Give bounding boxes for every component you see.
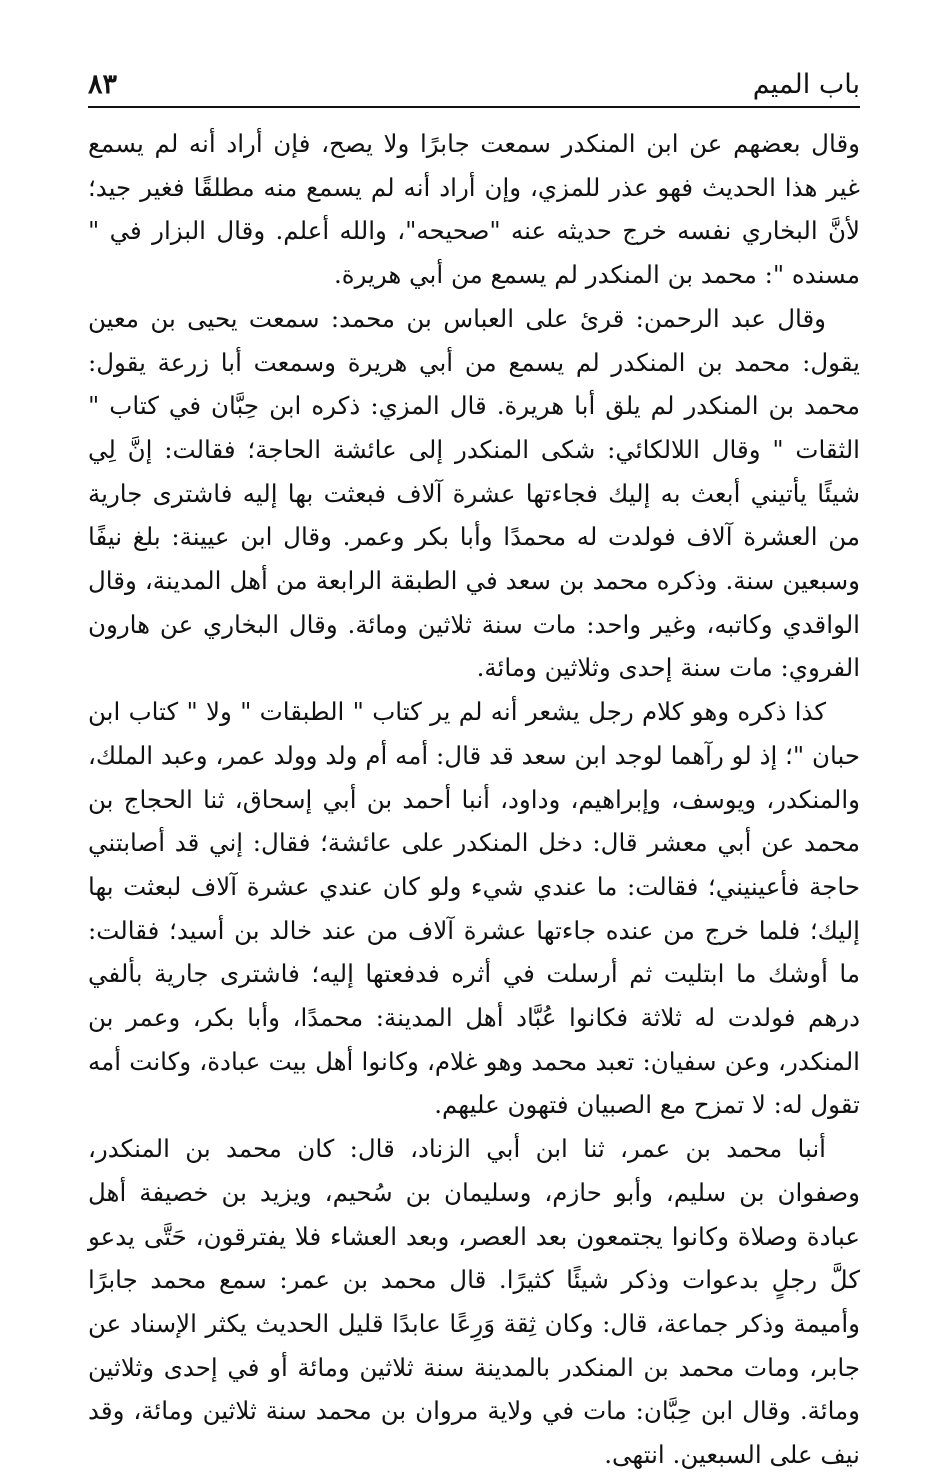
- paragraph-4: أنبا محمد بن عمر، ثنا ابن أبي الزناد، قال: كان محمد بن المنكدر، وصفوان بن سليم، وأبو حازم، وسليمان بن سُحيم، ويزيد بن خصيفة أهل عبادة وصلاة وكانوا يجتمعون بعد العصر، وبعد العشاء فلا يفترقون، حَتَّى يدعو كلَّ رجلٍ بدعوات وذكر شيئًا كثيرًا. قال محمد بن عمر: سمع محمد جابرًا وأميمة وذكر جماعة، قال: وكان ثِقة وَرِعًا عابدًا قليل الحديث يكثر الإسناد عن جابر، ومات محمد بن المنكدر بالمدينة سنة ثلاثين ومائة أو في إحدى وثلاثين ومائة. وقال ابن حِبَّان: مات في ولاية مروان بن محمد سنة ثلاثين ومائة، وقد نيف على السبعين. انتهى.: [88, 1134, 860, 1470]
- running-head: باب الميم: [752, 69, 860, 100]
- paragraph-1: وقال بعضهم عن ابن المنكدر سمعت جابرًا ولا يصح، فإن أراد أنه لم يسمع غير هذا الحديث فهو عذر للمزي، وإن أراد أنه لم يسمع منه مطلقًا فغير جيد؛ لأنَّ البخاري نفسه خرج حديثه عنه "صحيحه"، والله أعلم. وقال البزار في " مسنده ": محمد بن المنكدر لم يسمع من أبي هريرة.: [88, 129, 860, 290]
- paragraph-2: وقال عبد الرحمن: قرئ على العباس بن محمد: سمعت يحيى بن معين يقول: محمد بن المنكدر لم يسمع من أبي هريرة وسمعت أبا زرعة يقول: محمد بن المنكدر لم يلق أبا هريرة. قال المزي: ذكره ابن حِبَّان في كتاب " الثقات " وقال اللالكائي: شكى المنكدر إلى عائشة الحاجة؛ فقالت: إنَّ لِي شيئًا يأتيني أبعث به إليك فجاءتها عشرة آلاف فبعثت بها إليه فاشترى جارية من العشرة آلاف فولدت له محمدًا وأبا بكر وعمر. وقال ابن عيينة: بلغ نيفًا وسبعين سنة. وذكره محمد بن سعد في الطبقة الرابعة من أهل المدينة، وقال الواقدي وكاتبه، وغير واحد: مات سنة ثلاثين ومائة. وقال البخاري عن هارون الفروي: مات سنة إحدى وثلاثين ومائة.: [88, 303, 860, 683]
- page-header: [88, 58, 860, 108]
- page-number: ٨٣: [88, 69, 118, 100]
- body-text: [88, 122, 860, 1477]
- paragraph-3: كذا ذكره وهو كلام رجل يشعر أنه لم ير كتاب " الطبقات " ولا " كتاب ابن حبان "؛ إذ لو رآهما لوجد ابن سعد قد قال: أمه أم ولد وولد عمر، وعبد الملك، والمنكدر، ويوسف، وإبراهيم، وداود، أنبا أحمد بن أبي إسحاق، ثنا الحجاج بن محمد عن أبي معشر قال: دخل المنكدر على عائشة؛ فقال: إني قد أصابتني حاجة فأعينيني؛ فقالت: ما عندي شيء ولو كان عندي عشرة آلاف لبعثت بها إليك؛ فلما خرج من عنده جاءتها عشرة آلاف من عند خالد بن أسيد؛ فقالت: ما أوشك ما ابتليت ثم أرسلت في أثره فدفعتها إليه؛ فاشترى جارية بألفي درهم فولدت له ثلاثة فكانوا عُبَّاد أهل المدينة: محمدًا، وأبا بكر، وعمر بن المنكدر، وعن سفيان: تعبد محمد وهو غلام، وكانوا أهل بيت عبادة، وكانت أمه تقول له: لا تمزح مع الصبيان فتهون عليهم.: [88, 697, 860, 1120]
